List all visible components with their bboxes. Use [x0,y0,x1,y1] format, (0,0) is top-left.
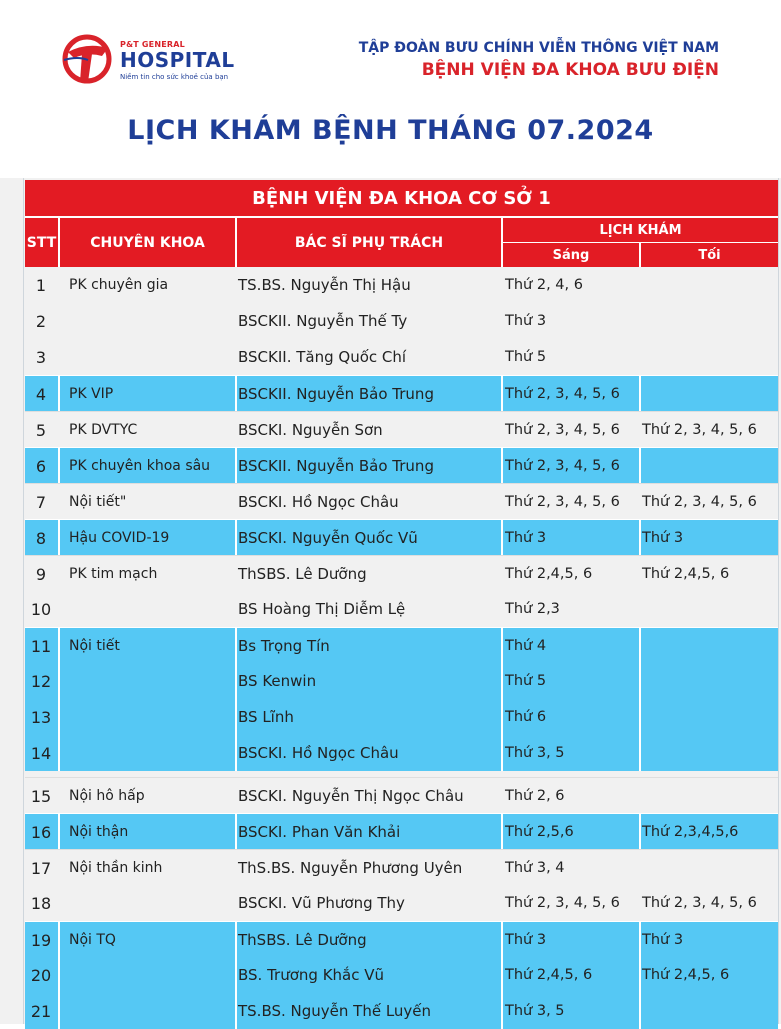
row-stt: 4 [35,384,47,404]
row-doctor: BSCKII. Nguyễn Thế Ty [238,312,408,330]
table-row [25,447,778,484]
row-stt: 9 [35,564,47,584]
row-morning: Thứ 4 [505,638,547,654]
row-morning: Thứ 2, 3, 4, 5, 6 [505,494,620,510]
header-evening: Tối [698,247,721,263]
page-header [0,0,781,175]
row-specialty [69,663,233,699]
column-divider [639,699,641,735]
column-divider [235,699,237,735]
header-schedule: LỊCH KHÁM [599,222,682,238]
row-evening [642,663,777,699]
row-morning: Thứ 3 [505,932,547,948]
table-row [25,483,778,520]
row-stt: 6 [35,456,47,476]
row-doctor: ThSBS. Lê Dưỡng [238,565,367,583]
row-specialty: Nội thần kinh [69,860,163,876]
row-stt: 12 [30,671,52,691]
column-divider [235,448,237,484]
row-stt: 2 [35,311,47,331]
column-divider [58,520,60,556]
column-divider [501,628,503,664]
row-specialty: Nội TQ [69,932,116,948]
column-divider [58,663,60,699]
table-caption: BỆNH VIỆN ĐA KHOA CƠ SỞ 1 [25,180,778,218]
row-evening [642,628,777,664]
row-evening: Thứ 2, 3, 4, 5, 6 [642,494,757,510]
row-evening [642,303,777,339]
row-evening [642,850,777,886]
row-doctor: BSCKI. Phan Văn Khải [238,823,401,841]
header-specialty: CHUYÊN KHOA [90,234,205,251]
row-doctor: BSCKII. Nguyễn Bảo Trung [238,385,434,403]
row-doctor: BSCKII. Tăng Quốc Chí [238,348,407,366]
row-specialty [69,303,233,339]
hospital-name: BỆNH VIỆN ĐA KHOA BƯU ĐIỆN [421,60,719,80]
page-title: LỊCH KHÁM BỆNH THÁNG 07.2024 [127,115,654,146]
row-specialty [69,735,233,771]
row-stt: 14 [30,743,52,763]
row-evening [642,267,777,303]
column-divider [501,376,503,412]
row-stt: 13 [30,707,52,727]
table-row [25,813,778,850]
column-divider [235,922,237,958]
row-evening: Thứ 3 [642,530,684,546]
row-specialty: PK chuyên gia [69,277,169,293]
column-divider [501,520,503,556]
column-divider [501,814,503,850]
row-morning: Thứ 5 [505,673,547,689]
column-divider [639,957,641,993]
row-morning: Thứ 3, 5 [505,1003,565,1019]
column-divider [639,814,641,850]
row-doctor: BS Hoàng Thị Diễm Lệ [238,600,406,618]
row-specialty: PK DVTYC [69,422,138,438]
row-stt: 21 [30,1001,52,1021]
column-divider [235,735,237,771]
row-doctor: ThSBS. Lê Dưỡng [238,931,367,949]
table-row [25,663,778,699]
row-stt: 17 [30,858,52,878]
row-morning: Thứ 2, 3, 4, 5, 6 [505,458,620,474]
table-row [25,735,778,771]
column-divider [501,699,503,735]
table-row [25,591,778,627]
column-divider [501,663,503,699]
column-divider [235,957,237,993]
row-morning: Thứ 2, 6 [505,788,565,804]
column-divider [58,957,60,993]
row-morning: Thứ 2, 3, 4, 5, 6 [505,895,620,911]
row-doctor: BSCKI. Vũ Phương Thy [238,894,405,912]
row-evening [642,735,777,771]
column-divider [235,814,237,850]
row-stt: 1 [35,275,47,295]
table-row [25,375,778,412]
row-stt: 18 [30,893,52,913]
column-divider [639,735,641,771]
row-stt: 16 [30,822,52,842]
table-header [25,180,778,267]
row-specialty: PK tim mạch [69,566,158,582]
row-stt: 7 [35,492,47,512]
row-doctor: BSCKI. Hồ Ngọc Châu [238,744,399,762]
row-specialty: Nội hô hấp [69,788,145,804]
row-morning: Thứ 5 [505,349,547,365]
table-row [25,957,778,993]
column-divider [501,735,503,771]
table-row [25,777,778,814]
row-morning: Thứ 6 [505,709,547,725]
row-morning: Thứ 3, 5 [505,745,565,761]
parent-organization: TẬP ĐOÀN BƯU CHÍNH VIỄN THÔNG VIỆT NAM [358,40,719,56]
table-row [25,885,778,921]
row-doctor: BSCKI. Nguyễn Thị Ngọc Châu [238,787,464,805]
column-divider [235,628,237,664]
table-row [25,555,778,592]
column-divider [501,957,503,993]
table-row [25,699,778,735]
row-evening: Thứ 3 [642,932,684,948]
row-morning: Thứ 2, 3, 4, 5, 6 [505,422,620,438]
row-doctor: BSCKI. Nguyễn Quốc Vũ [238,529,418,547]
row-doctor: BSCKI. Nguyễn Sơn [238,421,383,439]
row-morning: Thứ 3 [505,313,547,329]
row-evening [642,591,777,627]
column-divider [639,922,641,958]
row-doctor: Bs Trọng Tín [238,637,330,655]
column-divider [501,448,503,484]
table-row [25,411,778,448]
row-evening [642,339,777,375]
column-divider [58,628,60,664]
column-divider [639,376,641,412]
column-divider [58,376,60,412]
row-stt: 5 [35,420,47,440]
column-divider [58,814,60,850]
row-stt: 20 [30,965,52,985]
table-row [25,267,778,303]
column-divider [639,628,641,664]
row-doctor: TS.BS. Nguyễn Thế Luyến [238,1002,432,1020]
column-divider [235,520,237,556]
row-stt: 8 [35,528,47,548]
row-specialty [69,339,233,375]
row-stt: 15 [30,786,52,806]
row-specialty: Nội thận [69,824,129,840]
logo-subtitle: P&T GENERAL [120,40,185,49]
row-stt: 11 [30,636,52,656]
row-stt: 10 [30,599,52,619]
table-left-border [23,178,24,1024]
logo-name: HOSPITAL [120,48,235,72]
row-specialty [69,699,233,735]
row-stt: 19 [30,930,52,950]
row-specialty: Hậu COVID-19 [69,530,170,546]
row-specialty [69,957,233,993]
row-evening: Thứ 2,3,4,5,6 [642,824,739,840]
row-morning: Thứ 3 [505,530,547,546]
row-evening: Thứ 2, 3, 4, 5, 6 [642,895,757,911]
header-doctor: BÁC SĨ PHỤ TRÁCH [294,234,444,251]
row-specialty: Nội tiết [69,638,120,654]
column-divider [639,663,641,699]
row-specialty [69,885,233,921]
row-evening: Thứ 2,4,5, 6 [642,566,730,582]
column-divider [58,922,60,958]
row-morning: Thứ 3, 4 [505,860,565,876]
column-divider [501,922,503,958]
table-row [25,519,778,556]
row-evening: Thứ 2,4,5, 6 [642,967,730,983]
organization-block [359,40,719,80]
row-doctor: ThS.BS. Nguyễn Phương Uyên [238,859,463,877]
hospital-logo-icon [58,30,116,88]
row-specialty: PK chuyên khoa sâu [69,458,211,474]
row-doctor: BS. Trương Khắc Vũ [238,966,385,984]
logo-slogan: Niềm tin cho sức khoẻ của bạn [120,73,229,81]
table-row [25,339,778,375]
column-divider [235,663,237,699]
table-row [25,921,778,958]
row-specialty [69,591,233,627]
header-morning: Sáng [552,247,590,263]
row-morning: Thứ 2,5,6 [505,824,574,840]
row-specialty: Nội tiết" [69,494,127,510]
row-doctor: BSCKII. Nguyễn Bảo Trung [238,457,434,475]
row-doctor: BS Lĩnh [238,708,294,726]
row-morning: Thứ 2, 4, 6 [505,277,583,293]
row-specialty: PK VIP [69,386,114,402]
row-evening [642,699,777,735]
table-row [25,849,778,886]
column-divider [639,520,641,556]
row-doctor: TS.BS. Nguyễn Thị Hậu [238,276,411,294]
hospital-logo [58,30,238,90]
column-divider [639,448,641,484]
row-morning: Thứ 2,4,5, 6 [505,967,593,983]
column-divider [58,735,60,771]
row-morning: Thứ 2, 3, 4, 5, 6 [505,386,620,402]
table-row [25,303,778,339]
table-row [25,627,778,664]
column-divider [58,699,60,735]
table-right-border [778,178,779,1024]
column-divider [235,376,237,412]
row-morning: Thứ 2,3 [505,601,560,617]
row-stt: 3 [35,347,47,367]
header-stt: STT [26,234,57,251]
row-evening [642,376,777,412]
row-evening [642,448,777,484]
row-doctor: BS Kenwin [238,672,317,690]
column-divider [58,448,60,484]
row-doctor: BSCKI. Hồ Ngọc Châu [238,493,399,511]
row-evening: Thứ 2, 3, 4, 5, 6 [642,422,757,438]
row-morning: Thứ 2,4,5, 6 [505,566,593,582]
row-evening [642,778,777,814]
